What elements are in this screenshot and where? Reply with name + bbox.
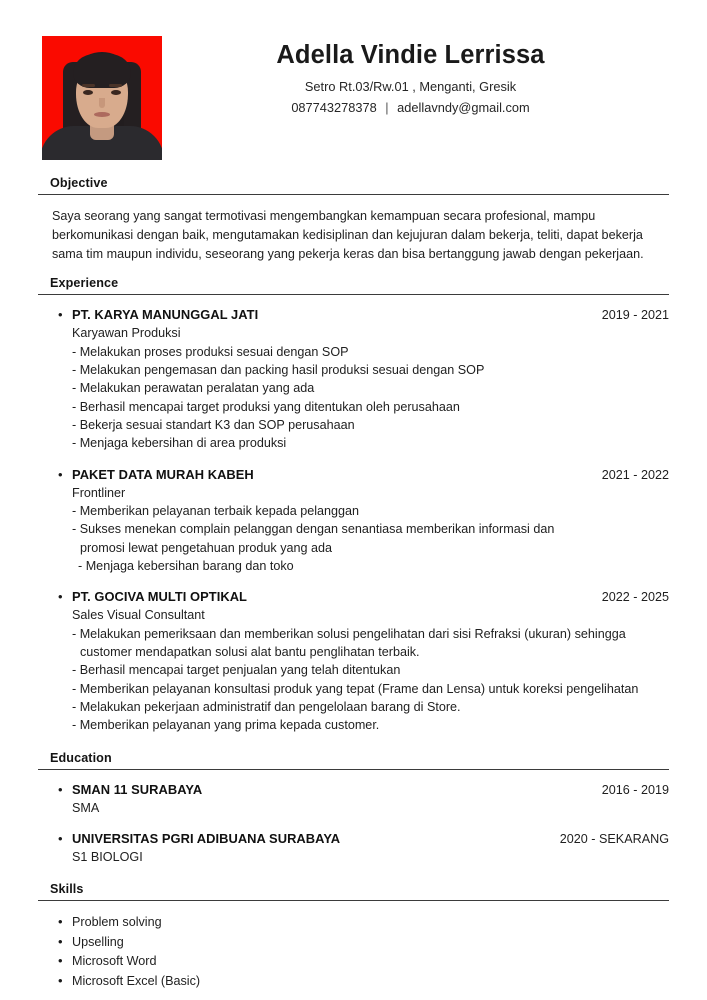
section-skills — [38, 882, 669, 995]
experience-entry — [38, 307, 669, 452]
experience-details — [38, 343, 669, 453]
bullet-icon — [58, 589, 72, 606]
experience-detail-line: - Berhasil mencapai target produksi yang ditentukan oleh perusahaan — [72, 399, 460, 414]
contact-separator: | — [385, 99, 389, 115]
skill-label: Upselling — [72, 934, 124, 949]
bullet-icon — [58, 307, 72, 324]
experience-date: 2021 - 2022 — [601, 467, 669, 482]
experience-detail-line: - Melakukan pemeriksaan dan memberikan solusi pengelihatan dari sisi Refraksi (ukuran) sehingga — [72, 626, 626, 641]
candidate-contact — [162, 98, 659, 119]
experience-entry-header — [38, 307, 669, 324]
experience-detail-line: - Berhasil mencapai target penjualan yang telah ditentukan — [72, 663, 401, 678]
experience-detail-line: customer mendapatkan solusi alat bantu penglihatan terbaik. — [80, 644, 420, 659]
experience-detail-line: - Memberikan pelayanan yang prima kepada customer. — [72, 718, 380, 733]
section-education — [38, 751, 669, 874]
experience-company: PAKET DATA MURAH KABEH — [72, 466, 254, 482]
objective-text: Saya seorang yang sangat termotivasi mengembangkan kemampuan secara profesional, mampu berkomunikasi dengan baik, mengutamakan kedisiplinan dan kejujuran dalam bekerja, teliti, dapat bekerja sama tim maupun individu, seseorang yang pekerja keras dan bisa bertanggung jawab dengan pekerjaan. — [52, 209, 644, 262]
skill-label: Microsoft Excel (Basic) — [72, 973, 201, 988]
experience-date: 2022 - 2025 — [601, 590, 669, 605]
list-item — [58, 933, 669, 953]
education-degree: S1 BIOLOGI — [72, 849, 143, 864]
section-divider — [38, 769, 669, 770]
objective-body — [38, 197, 669, 268]
list-item — [58, 972, 669, 992]
experience-role: Frontliner — [72, 485, 126, 500]
experience-detail-line: - Memberikan pelayanan terbaik kepada pelanggan — [72, 503, 360, 518]
experience-entry-header — [38, 589, 669, 606]
experience-details — [38, 625, 669, 735]
education-date: 2020 - SEKARANG — [559, 831, 669, 846]
portrait-image — [42, 36, 162, 160]
bullet-icon — [58, 934, 72, 951]
experience-date: 2019 - 2021 — [601, 308, 669, 323]
experience-company: PT. KARYA MANUNGGAL JATI — [72, 307, 259, 323]
section-experience — [38, 276, 669, 742]
section-objective — [38, 176, 669, 268]
resume-header — [38, 0, 669, 168]
experience-detail-line: - Melakukan pekerjaan administratif dan pengelolaan barang di Store. — [72, 700, 461, 715]
bullet-icon — [58, 831, 72, 848]
skill-label: Microsoft Word — [72, 954, 157, 969]
experience-entry-header — [38, 467, 669, 484]
list-item — [58, 913, 669, 933]
bullet-icon — [58, 782, 72, 799]
experience-detail-line: - Melakukan proses produksi sesuai dengan SOP — [72, 344, 349, 359]
experience-detail-line: - Bekerja sesuai standart K3 dan SOP perusahaan — [72, 418, 355, 433]
experience-detail-line: - Menjaga kebersihan barang dan toko — [78, 559, 294, 574]
experience-detail-line: - Sukses menekan complain pelanggan dengan senantiasa memberikan informasi dan — [72, 522, 555, 537]
experience-details — [38, 502, 669, 576]
candidate-name: Adella Vindie Lerrissa — [276, 41, 545, 69]
bullet-icon — [58, 914, 72, 931]
section-title-education: Education — [50, 750, 112, 765]
section-title-experience: Experience — [50, 276, 119, 291]
email-address: adellavndy@gmail.com — [397, 99, 530, 115]
education-school: SMAN 11 SURABAYA — [72, 781, 203, 797]
experience-detail-line: - Melakukan perawatan peralatan yang ada — [72, 381, 315, 396]
experience-detail-line: - Menjaga kebersihan di area produksi — [72, 436, 287, 451]
experience-entry — [38, 467, 669, 576]
education-date: 2016 - 2019 — [601, 782, 669, 797]
skills-body — [38, 903, 669, 995]
experience-body — [38, 297, 669, 742]
experience-entry — [38, 589, 669, 734]
profile-photo — [42, 36, 162, 160]
experience-role: Karyawan Produksi — [72, 326, 181, 341]
section-divider — [38, 194, 669, 195]
experience-detail-line: promosi lewat pengetahuan produk yang ada — [80, 540, 333, 555]
experience-detail-line: - Melakukan pengemasan dan packing hasil produksi sesuai dengan SOP — [72, 362, 485, 377]
section-title-objective: Objective — [50, 176, 108, 190]
phone-number: 087743278378 — [291, 99, 377, 115]
experience-detail-line: - Memberikan pelayanan konsultasi produk yang tepat (Frame dan Lensa) untuk koreksi pengelihatan — [72, 681, 639, 696]
experience-role: Sales Visual Consultant — [72, 608, 205, 623]
education-entry — [38, 831, 669, 866]
bullet-icon — [58, 953, 72, 970]
education-school: UNIVERSITAS PGRI ADIBUANA SURABAYA — [72, 830, 341, 846]
header-text-block — [162, 36, 669, 119]
section-title-skills: Skills — [50, 882, 84, 897]
experience-company: PT. GOCIVA MULTI OPTIKAL — [72, 589, 247, 605]
bullet-icon — [58, 467, 72, 484]
section-divider — [38, 294, 669, 295]
skills-list — [38, 913, 669, 991]
bullet-icon — [58, 973, 72, 990]
education-degree: SMA — [72, 800, 100, 815]
education-entry-header — [38, 831, 669, 848]
section-divider — [38, 900, 669, 901]
education-entry-header — [38, 782, 669, 799]
skill-label: Problem solving — [72, 915, 162, 930]
education-body — [38, 772, 669, 874]
education-entry — [38, 782, 669, 817]
candidate-address: Setro Rt.03/Rw.01 , Menganti, Gresik — [304, 79, 517, 95]
list-item — [58, 952, 669, 972]
